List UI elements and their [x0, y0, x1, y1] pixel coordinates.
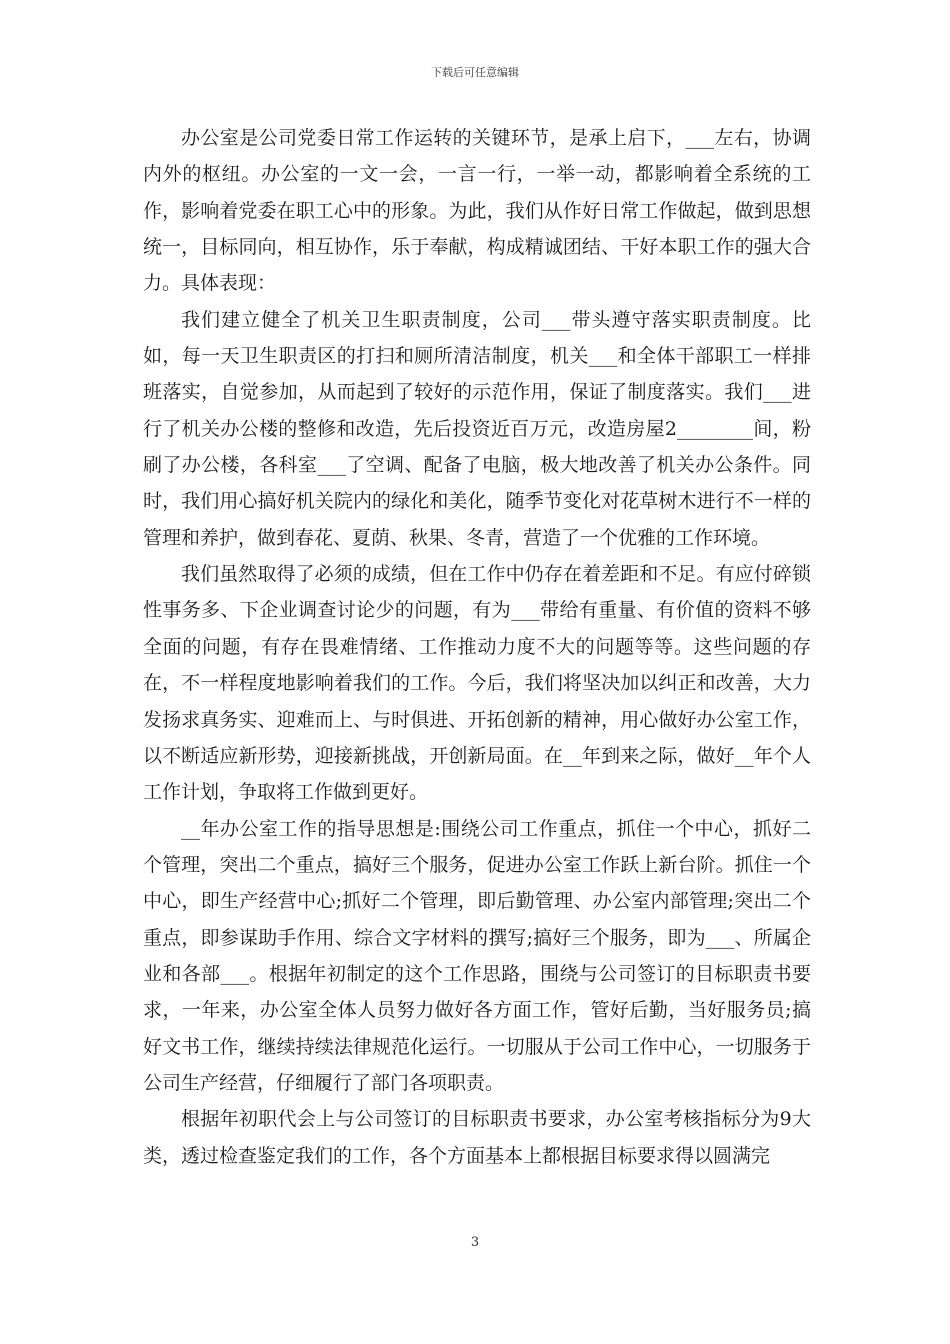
paragraph-2: 我们建立健全了机关卫生职责制度，公司___带头遵守落实职责制度。比如，每一天卫生职责区的打扫和厕所清洁制度，机关___和全体干部职工一样排班落实，自觉参加，从而起到了较好的示范作用，保证了制度落实。我们___进行了机关办公楼的整修和改造，先后投资近百万元，改造房屋2________间，粉刷了办公楼，各科室___了空调、配备了电脑，极大地改善了机关办公条件。同时，我们用心搞好机关院内的绿化和美化，随季节变化对花草树木进行不一样的管理和养护，做到春花、夏荫、秋果、冬青，营造了一个优雅的工作环境。 [143, 308, 811, 549]
page-header: 下载后可任意编辑 [431, 66, 519, 79]
paragraph-3: 我们虽然取得了必须的成绩，但在工作中仍存在着差距和不足。有应付碎锁性事务多、下企业调查讨论少的问题，有为___带给有重量、有价值的资料不够全面的问题，有存在畏难情绪、工作推动力度不大的问题等等。这些问题的存在，不一样程度地影响着我们的工作。今后，我们将坚决加以纠正和改善，大力发扬求真务实、迎难而上、与时俱进、开拓创新的精神，用心做好办公室工作，以不断适应新形势，迎接新挑战，开创新局面。在__年到来之际，做好__年个人工作计划，争取将工作做到更好。 [143, 563, 811, 804]
paragraph-5: 根据年初职代会上与公司签订的目标职责书要求，办公室考核指标分为9大类，透过检查鉴定我们的工作，各个方面基本上都根据目标要求得以圆满完 [143, 1108, 811, 1167]
paragraph-4: __年办公室工作的指导思想是:围绕公司工作重点，抓住一个中心，抓好二个管理，突出二个重点，搞好三个服务，促进办公室工作跃上新台阶。抓住一个中心，即生产经营中心;抓好二个管理，即后勤管理、办公室内部管理;突出二个重点，即参谋助手作用、综合文字材料的撰写;搞好三个服务，即为___、所属企业和各部___。根据年初制定的这个工作思路，围绕与公司签订的目标职责书要求，一年来，办公室全体人员努力做好各方面工作，管好后勤，当好服务员;搞好文书工作，继续持续法律规范化运行。一切服从于公司工作中心，一切服务于公司生产经营，仔细履行了部门各项职责。 [143, 817, 811, 1094]
page-number: 3 [470, 1235, 480, 1250]
paragraph-1: 办公室是公司党委日常工作运转的关键环节，是承上启下，___左右，协调内外的枢纽。办公室的一文一会，一言一行，一举一动，都影响着全系统的工作，影响着党委在职工心中的形象。为此，我们从作好日常工作做起，做到思想统一，目标同向，相互协作，乐于奉献，构成精诚团结、干好本职工作的强大合力。具体表现： [143, 127, 811, 295]
document-body [143, 120, 811, 1174]
